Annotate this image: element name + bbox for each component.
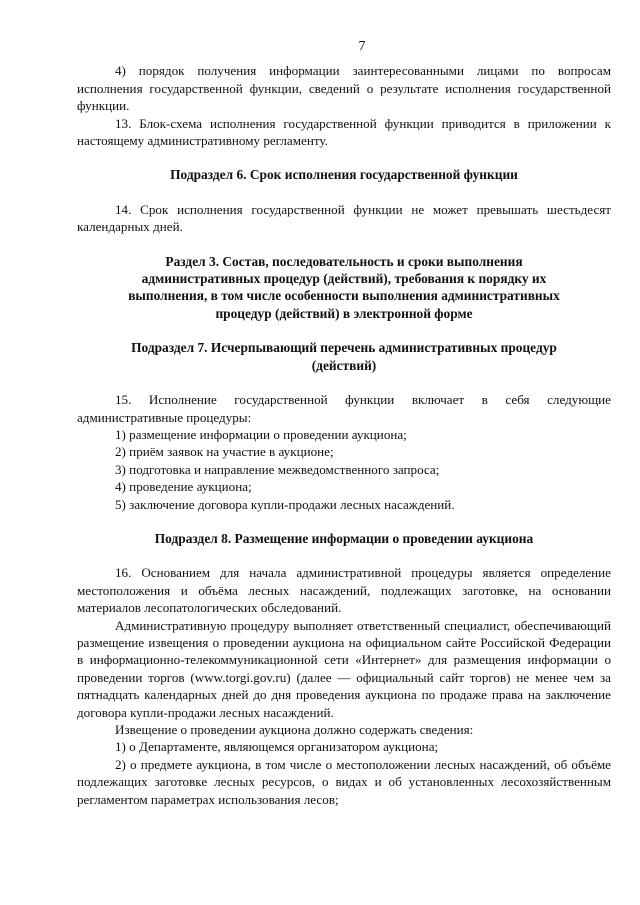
- heading-subsection-8: Подраздел 8. Размещение информации о проведении аукциона: [154, 530, 534, 546]
- paragraph-14: 14. Срок исполнения государственной функции не может превышать шестьдесят календарных дней.: [77, 201, 611, 235]
- list-item: 3) подготовка и направление межведомственного запроса;: [115, 461, 440, 477]
- paragraph-15: 15. Исполнение государственной функции включает в себя следующие административные процедуры:: [77, 392, 611, 425]
- heading-subsection-7: Подраздел 7. Исчерпывающий перечень административных процедур (действий): [131, 340, 557, 373]
- list-item: 5) заключение договора купли-продажи лесных насаждений.: [115, 496, 455, 512]
- list-item: 2) приём заявок на участие в аукционе;: [115, 444, 334, 460]
- paragraph-notice-contents: Извещение о проведении аукциона должно содержать сведения:: [115, 722, 474, 737]
- heading-section-3: Раздел 3. Состав, последовательность и сроки выполнения административных процедур (действий), требования к порядку их выполнения, в том числе особенности выполнения административных процедур (действий) в электронной форме: [128, 253, 560, 321]
- paragraph-notice-item-2: 2) о предмете аукциона, в том числе о местоположении лесных насаждений, об объёме подлежащих заготовке лесных ресурсов, о видах и об установленных лесохозяйственным регламентом параметрах использования лесов;: [77, 756, 611, 807]
- list-item: 1) размещение информации о проведении аукциона;: [115, 426, 407, 442]
- page-number: 7: [358, 39, 366, 54]
- paragraph-13: 13. Блок-схема исполнения государственной функции приводится в приложении к настоящему административному регламенту.: [77, 115, 611, 149]
- paragraph-procedure-item-4: 4) порядок получения информации заинтересованными лицами по вопросам исполнения государственной функции, сведений о результате исполнения государственной функции.: [77, 63, 611, 114]
- paragraph-16: 16. Основанием для начала административной процедуры является определение местоположения и объёма лесных насаждений, подлежащих заготовке, на основании материалов лесопатологических обследований.: [77, 565, 611, 616]
- list-item: 4) проведение аукциона;: [115, 479, 252, 495]
- paragraph-notice-item-1: 1) о Департаменте, являющемся организатором аукциона;: [115, 739, 439, 755]
- heading-subsection-6: Подраздел 6. Срок исполнения государственной функции: [170, 167, 518, 183]
- paragraph-responsible-specialist: Административную процедуру выполняет ответственный специалист, обеспечивающий размещение извещения о проведении аукциона на официальном сайте Российской Федерации в информационно-телекоммуникационной сети «Интернет» для размещения информации о проведении торгов (www.torgi.gov.ru) (далее — официальный сайт торгов) не менее чем за пятнадцать календарных дней до дня проведения аукциона по продаже права на заключение договора купли-продажи лесных насаждений.: [77, 617, 611, 720]
